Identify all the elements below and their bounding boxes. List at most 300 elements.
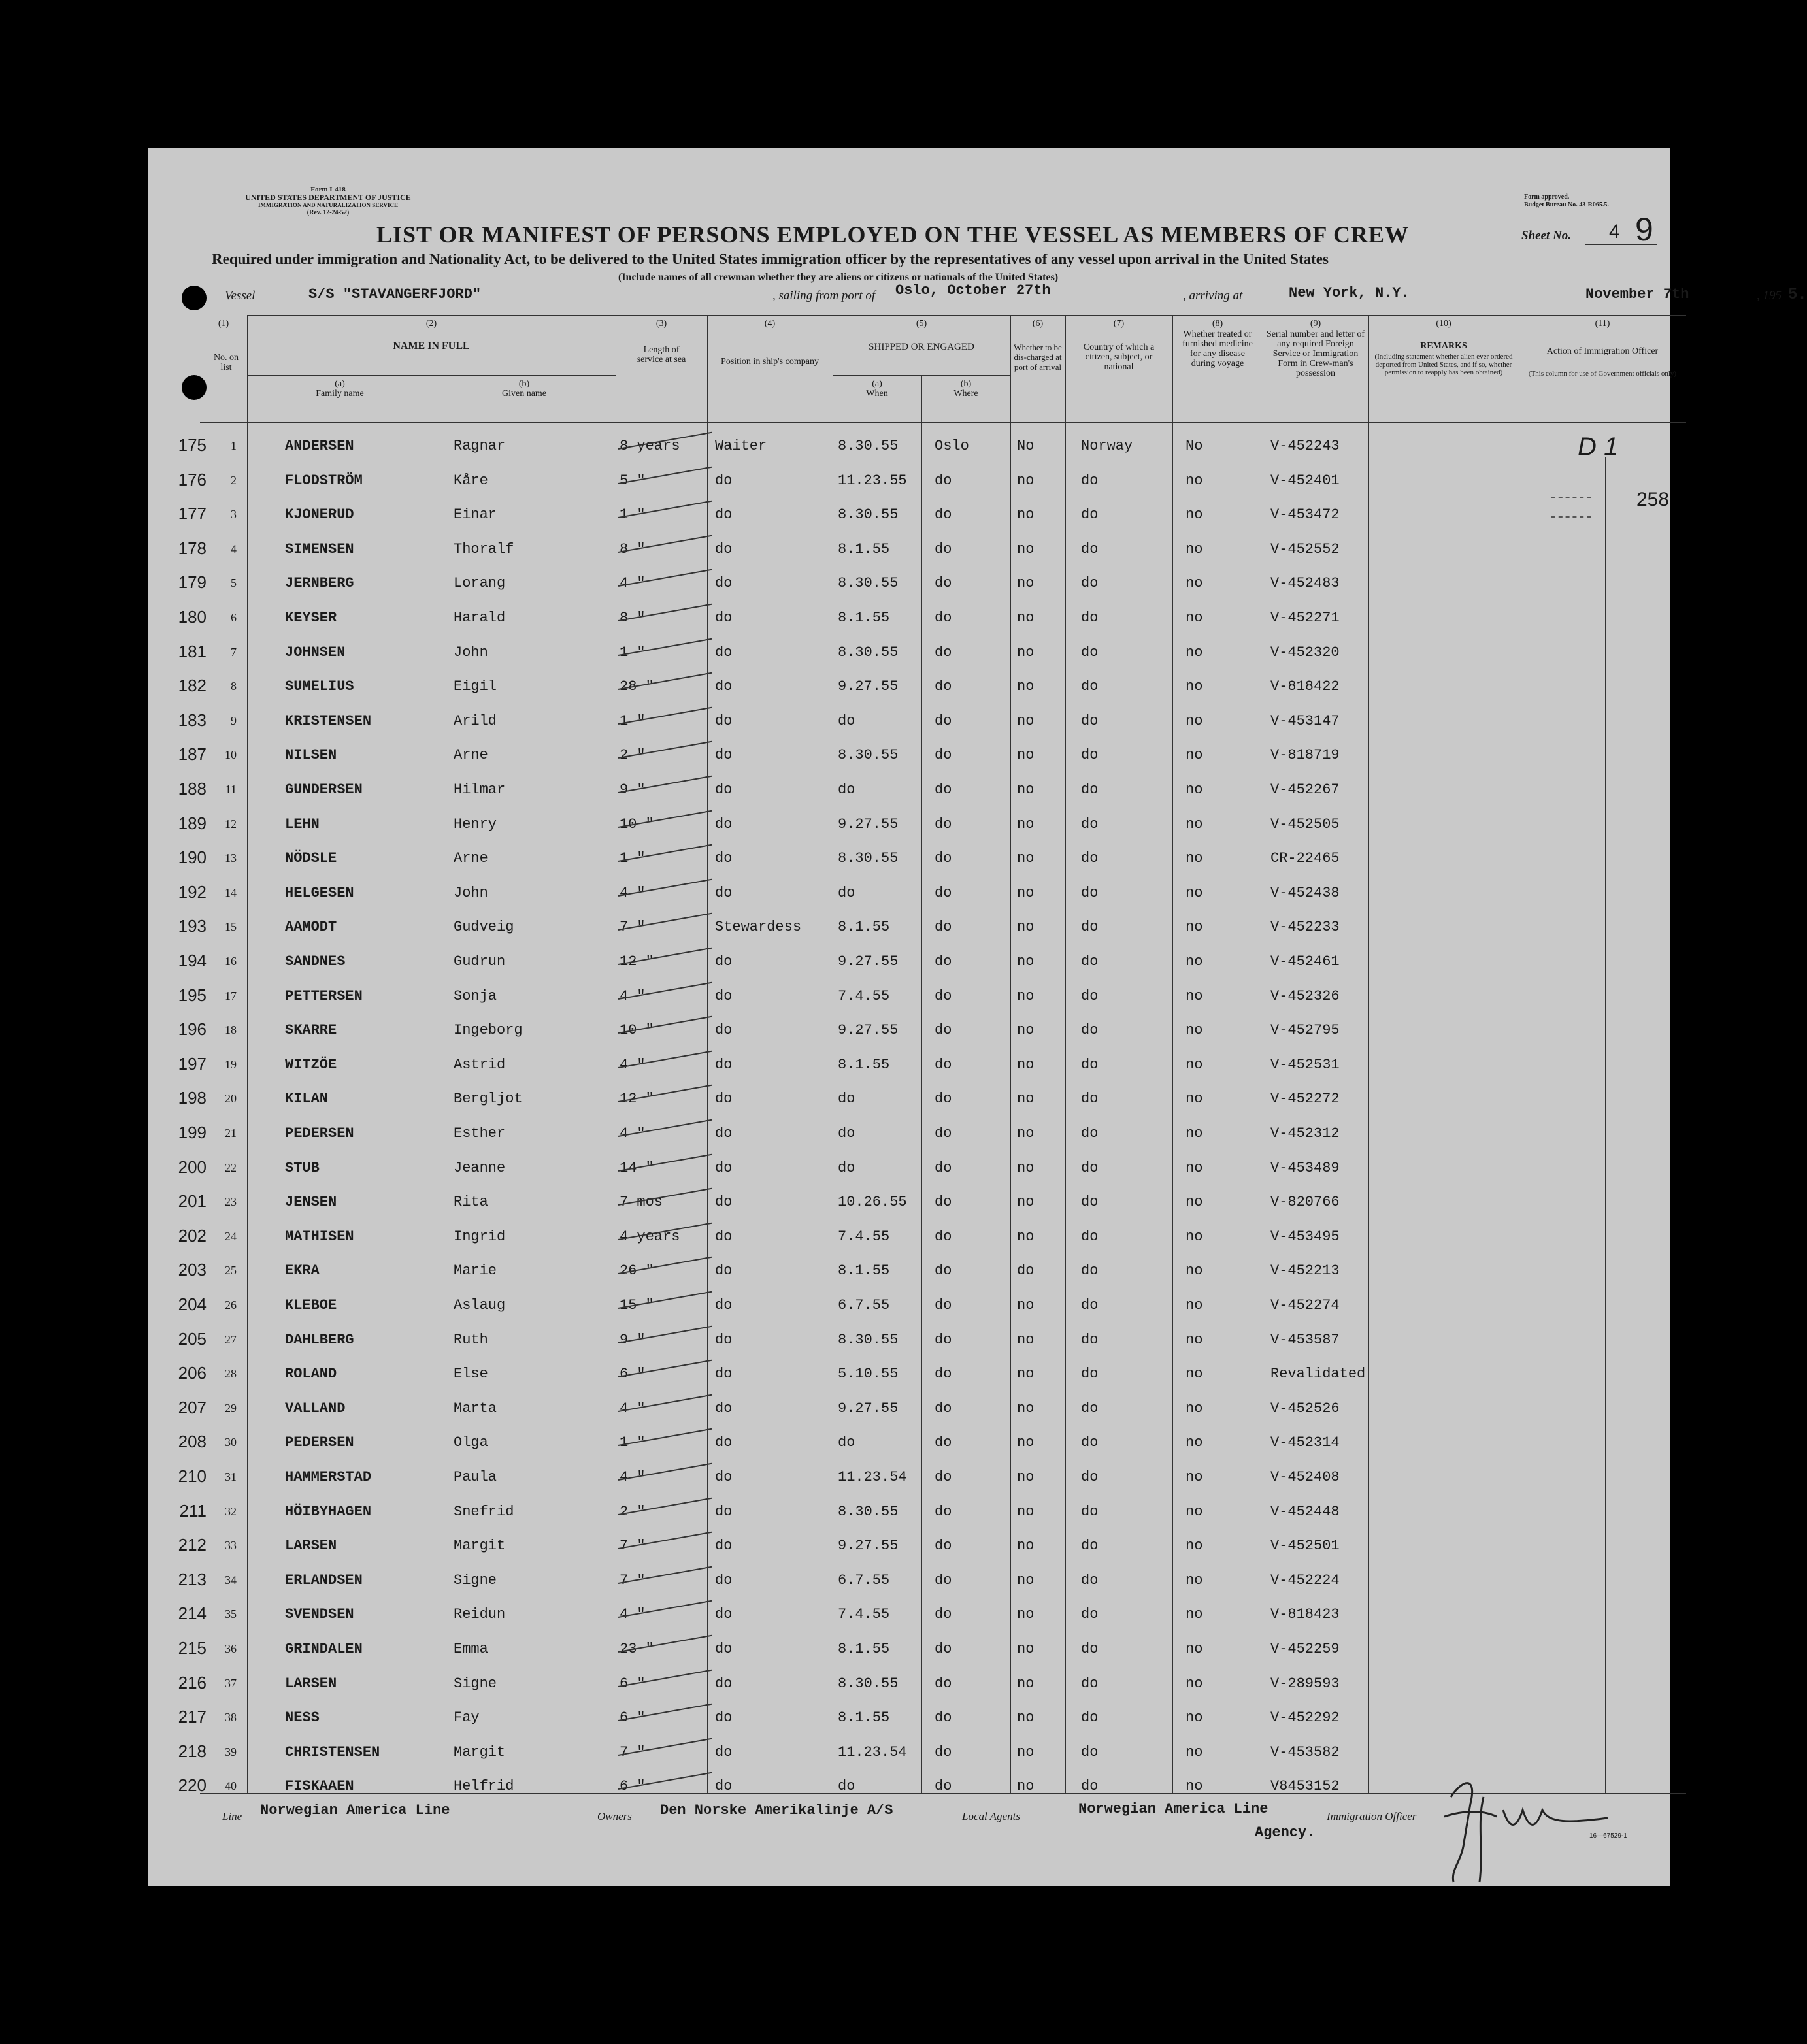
sequence-number: 182 — [178, 676, 207, 695]
shipped-where: do — [935, 472, 952, 489]
shipped-when: 8.30.55 — [838, 1675, 899, 1692]
family-name: KLEBOE — [285, 1297, 337, 1313]
position: do — [715, 988, 733, 1004]
country: do — [1081, 1641, 1099, 1657]
shipped-when: 8.30.55 — [838, 747, 899, 763]
sequence-number: 210 — [178, 1466, 207, 1486]
service-length: 1 " — [620, 850, 646, 866]
treated: no — [1185, 472, 1203, 489]
treated: no — [1185, 1125, 1203, 1142]
shipped-when: do — [838, 713, 855, 729]
position: do — [715, 1125, 733, 1142]
country: do — [1081, 988, 1099, 1004]
given-name: Esther — [454, 1125, 506, 1142]
position: do — [715, 1641, 733, 1657]
shipped-where: do — [935, 782, 952, 798]
shipped-where: do — [935, 1675, 952, 1692]
col10-note: (Including statement whether alien ever ordered deported from United States, and if so, whether permission to reapply has been obtained) — [1374, 353, 1513, 376]
service-length: 7 " — [620, 919, 646, 935]
row-number: 14 — [225, 886, 237, 899]
discharged: no — [1017, 541, 1035, 557]
discharged: no — [1017, 850, 1035, 866]
serial-number: V-289593 — [1270, 1675, 1340, 1692]
col6-number: (6) — [1032, 319, 1044, 329]
country: do — [1081, 541, 1099, 557]
service-length: 7 " — [620, 1744, 646, 1760]
family-name: KEYSER — [285, 610, 337, 626]
discharged: no — [1017, 1400, 1035, 1417]
given-name: Eigil — [454, 678, 497, 695]
discharged: do — [1017, 1262, 1035, 1279]
row-number: 20 — [225, 1092, 237, 1105]
service-length: 12 " — [620, 953, 654, 970]
serial-number: V8453152 — [1270, 1778, 1340, 1794]
position: do — [715, 1022, 733, 1038]
given-name: John — [454, 885, 488, 901]
position: do — [715, 1469, 733, 1485]
family-name: CHRISTENSEN — [285, 1744, 380, 1760]
position: do — [715, 644, 733, 661]
discharged: no — [1017, 678, 1035, 695]
discharged: no — [1017, 885, 1035, 901]
family-name: JERNBERG — [285, 575, 354, 591]
shipped-when: 7.4.55 — [838, 1606, 890, 1623]
serial-number: V-452461 — [1270, 953, 1340, 970]
shipped-when: 8.1.55 — [838, 1262, 890, 1279]
country: Norway — [1081, 438, 1133, 454]
country: do — [1081, 1400, 1099, 1417]
row-number: 17 — [225, 989, 237, 1002]
country: do — [1081, 1091, 1099, 1107]
shipped-where: do — [935, 988, 952, 1004]
sequence-number: 193 — [178, 916, 207, 936]
treated: no — [1185, 1091, 1203, 1107]
family-name: NESS — [285, 1709, 320, 1726]
given-name: Sonja — [454, 988, 497, 1004]
family-name: GRINDALEN — [285, 1641, 363, 1657]
treated: no — [1185, 1538, 1203, 1554]
row-number: 32 — [225, 1505, 237, 1518]
shipped-where: do — [935, 1297, 952, 1313]
serial-number: V-818423 — [1270, 1606, 1340, 1623]
family-name: PEDERSEN — [285, 1434, 354, 1451]
serial-number: V-452271 — [1270, 610, 1340, 626]
treated: no — [1185, 713, 1203, 729]
position: do — [715, 1297, 733, 1313]
service-length: 10 " — [620, 1022, 654, 1038]
service-length: 4 " — [620, 988, 646, 1004]
given-name: Reidun — [454, 1606, 506, 1623]
position: Stewardess — [715, 919, 802, 935]
form-revision: (Rev. 12-24-52) — [307, 209, 350, 216]
discharged: no — [1017, 953, 1035, 970]
shipped-where: do — [935, 1332, 952, 1348]
country: do — [1081, 1675, 1099, 1692]
discharged: no — [1017, 988, 1035, 1004]
row-number: 22 — [225, 1161, 237, 1174]
sailing-port: Oslo, October 27th — [895, 282, 1051, 299]
col5a-header: (a) When — [866, 379, 888, 399]
discharged: no — [1017, 1744, 1035, 1760]
vessel-label: Vessel — [225, 289, 256, 303]
action-mark: D 1 — [1578, 433, 1619, 461]
country: do — [1081, 850, 1099, 866]
treated: no — [1185, 610, 1203, 626]
family-name: PETTERSEN — [285, 988, 363, 1004]
sequence-number: 177 — [178, 504, 207, 523]
agents-label: Local Agents — [962, 1810, 1020, 1822]
row-number: 18 — [225, 1023, 237, 1036]
sequence-number: 212 — [178, 1535, 207, 1555]
shipped-where: do — [935, 747, 952, 763]
shipped-where: do — [935, 1262, 952, 1279]
position: do — [715, 610, 733, 626]
family-name: SVENDSEN — [285, 1606, 354, 1623]
family-name: ERLANDSEN — [285, 1572, 363, 1589]
position: do — [715, 1538, 733, 1554]
treated: no — [1185, 644, 1203, 661]
manifest-sheet — [148, 148, 1807, 1886]
shipped-where: do — [935, 1366, 952, 1382]
country: do — [1081, 1572, 1099, 1589]
shipped-when: 9.27.55 — [838, 816, 899, 832]
country: do — [1081, 1538, 1099, 1554]
position: do — [715, 1332, 733, 1348]
officer-label: Immigration Officer — [1327, 1810, 1417, 1822]
owners-value: Den Norske Amerikalinje A/S — [660, 1802, 893, 1819]
given-name: Henry — [454, 816, 497, 832]
family-name: JENSEN — [285, 1194, 337, 1210]
sequence-number: 211 — [179, 1501, 207, 1521]
given-name: Ruth — [454, 1332, 488, 1348]
shipped-when: 9.27.55 — [838, 1400, 899, 1417]
shipped-where: do — [935, 1504, 952, 1520]
country: do — [1081, 1332, 1099, 1348]
service-name: IMMIGRATION AND NATURALIZATION SERVICE — [258, 202, 398, 208]
shipped-where: do — [935, 1709, 952, 1726]
treated: no — [1185, 1262, 1203, 1279]
shipped-when: 8.1.55 — [838, 1057, 890, 1073]
officer-signature — [1438, 1771, 1621, 1888]
row-number: 35 — [225, 1607, 237, 1621]
position: do — [715, 1057, 733, 1073]
position: do — [715, 472, 733, 489]
col8-number: (8) — [1212, 319, 1223, 329]
sequence-number: 188 — [178, 779, 207, 799]
col5-header: SHIPPED OR ENGAGED — [869, 342, 974, 352]
row-number: 40 — [225, 1779, 237, 1792]
treated: no — [1185, 1297, 1203, 1313]
service-length: 1 " — [620, 1434, 646, 1451]
sequence-number: 183 — [178, 710, 207, 730]
department-name: UNITED STATES DEPARTMENT OF JUSTICE — [245, 193, 411, 202]
row-number: 21 — [225, 1127, 237, 1140]
position: do — [715, 678, 733, 695]
sequence-number: 216 — [178, 1673, 207, 1692]
country: do — [1081, 1744, 1099, 1760]
position: do — [715, 1262, 733, 1279]
col2b-header: (b) Given name — [501, 379, 547, 399]
country: do — [1081, 575, 1099, 591]
shipped-when: 7.4.55 — [838, 988, 890, 1004]
family-name: ROLAND — [285, 1366, 337, 1382]
serial-number: V-452274 — [1270, 1297, 1340, 1313]
position: do — [715, 1675, 733, 1692]
shipped-when: 7.4.55 — [838, 1228, 890, 1245]
discharged: no — [1017, 747, 1035, 763]
given-name: Marta — [454, 1400, 497, 1417]
row-number: 28 — [225, 1367, 237, 1380]
service-length: 1 " — [620, 506, 646, 523]
row-number: 3 — [231, 508, 237, 521]
given-name: Else — [454, 1366, 488, 1382]
family-name: AAMODT — [285, 919, 337, 935]
country: do — [1081, 1125, 1099, 1142]
discharged: no — [1017, 1572, 1035, 1589]
discharged: no — [1017, 1160, 1035, 1176]
sequence-number: 180 — [178, 607, 207, 627]
col1-header: No. on list — [213, 353, 239, 372]
treated: no — [1185, 678, 1203, 695]
shipped-where: do — [935, 885, 952, 901]
col11-number: (11) — [1595, 319, 1610, 329]
arriving-label: , arriving at — [1183, 289, 1243, 303]
vessel-name: S/S "STAVANGERFJORD" — [308, 286, 482, 303]
sequence-number: 200 — [178, 1157, 207, 1177]
include-note: (Include names of all crewman whether they are aliens or citizens or nationals of the United States) — [618, 272, 1059, 283]
shipped-when: 8.30.55 — [838, 438, 899, 454]
shipped-where: do — [935, 1125, 952, 1142]
service-length: 28 " — [620, 678, 654, 695]
year-value: 5. — [1788, 286, 1807, 304]
shipped-when: do — [838, 885, 855, 901]
country: do — [1081, 782, 1099, 798]
row-number: 33 — [225, 1539, 237, 1552]
discharged: no — [1017, 610, 1035, 626]
col2-number: (2) — [425, 319, 437, 329]
sequence-number: 218 — [178, 1741, 207, 1761]
discharged: No — [1017, 438, 1035, 454]
serial-number: V-452243 — [1270, 438, 1340, 454]
service-length: 14 " — [620, 1160, 654, 1176]
discharged: no — [1017, 1675, 1035, 1692]
position: do — [715, 1228, 733, 1245]
treated: no — [1185, 1504, 1203, 1520]
treated: No — [1185, 438, 1203, 454]
sequence-number: 195 — [178, 985, 207, 1005]
given-name: Arne — [454, 850, 488, 866]
shipped-when: do — [838, 782, 855, 798]
row-number: 12 — [225, 817, 237, 831]
sequence-number: 179 — [178, 572, 207, 592]
discharged: no — [1017, 1709, 1035, 1726]
service-length: 4 " — [620, 1057, 646, 1073]
sheet-number-handwritten: 9 — [1635, 211, 1653, 248]
serial-number: V-452292 — [1270, 1709, 1340, 1726]
shipped-where: do — [935, 816, 952, 832]
discharged: no — [1017, 472, 1035, 489]
serial-number: V-452552 — [1270, 541, 1340, 557]
family-name: JOHNSEN — [285, 644, 346, 661]
row-number: 16 — [225, 955, 237, 968]
sequence-number: 215 — [178, 1638, 207, 1658]
service-length: 7 " — [620, 1538, 646, 1554]
treated: no — [1185, 1366, 1203, 1382]
treated: no — [1185, 1641, 1203, 1657]
col5b-header: (b) Where — [953, 379, 978, 399]
given-name: Margit — [454, 1744, 506, 1760]
sequence-number: 192 — [178, 882, 207, 902]
treated: no — [1185, 575, 1203, 591]
treated: no — [1185, 885, 1203, 901]
shipped-where: do — [935, 1641, 952, 1657]
given-name: Emma — [454, 1641, 488, 1657]
shipped-when: 8.30.55 — [838, 1332, 899, 1348]
serial-number: V-452326 — [1270, 988, 1340, 1004]
shipped-when: 11.23.55 — [838, 472, 907, 489]
serial-number: V-452448 — [1270, 1504, 1340, 1520]
arrival-date: November 7th — [1585, 286, 1689, 303]
treated: no — [1185, 782, 1203, 798]
shipped-when: 11.23.54 — [838, 1744, 907, 1760]
sheet-number: 4 — [1609, 221, 1620, 242]
serial-number: V-452233 — [1270, 919, 1340, 935]
given-name: Lorang — [454, 575, 506, 591]
serial-number: Revalidated — [1270, 1366, 1366, 1382]
owners-label: Owners — [597, 1810, 632, 1822]
given-name: Jeanne — [454, 1160, 506, 1176]
sequence-number: 194 — [178, 951, 207, 970]
family-name: EKRA — [285, 1262, 320, 1279]
serial-number: V-452501 — [1270, 1538, 1340, 1554]
discharged: no — [1017, 575, 1035, 591]
col3-header: Length of service at sea — [637, 345, 686, 365]
discharged: no — [1017, 816, 1035, 832]
row-number: 8 — [231, 680, 237, 693]
serial-number: V-453472 — [1270, 506, 1340, 523]
sequence-number: 202 — [178, 1226, 207, 1245]
page-title: LIST OR MANIFEST OF PERSONS EMPLOYED ON THE VESSEL AS MEMBERS OF CREW — [376, 222, 1409, 248]
position: do — [715, 575, 733, 591]
treated: no — [1185, 1022, 1203, 1038]
shipped-where: Oslo — [935, 438, 969, 454]
service-length: 26 " — [620, 1262, 654, 1279]
row-number: 24 — [225, 1230, 237, 1243]
shipped-where: do — [935, 1022, 952, 1038]
country: do — [1081, 1504, 1099, 1520]
family-name: KILAN — [285, 1091, 329, 1107]
shipped-when: 8.30.55 — [838, 575, 899, 591]
position: do — [715, 1504, 733, 1520]
service-length: 12 " — [620, 1091, 654, 1107]
treated: no — [1185, 1332, 1203, 1348]
shipped-when: 8.1.55 — [838, 1709, 890, 1726]
shipped-when: 8.30.55 — [838, 1504, 899, 1520]
service-length: 7 " — [620, 1572, 646, 1589]
discharged: no — [1017, 1297, 1035, 1313]
serial-number: V-453147 — [1270, 713, 1340, 729]
given-name: Fay — [454, 1709, 480, 1726]
discharged: no — [1017, 1641, 1035, 1657]
given-name: Paula — [454, 1469, 497, 1485]
serial-number: V-453582 — [1270, 1744, 1340, 1760]
serial-number: V-452408 — [1270, 1469, 1340, 1485]
shipped-where: do — [935, 1228, 952, 1245]
row-number: 4 — [231, 542, 237, 555]
country: do — [1081, 1606, 1099, 1623]
family-name: LARSEN — [285, 1538, 337, 1554]
year-label: , 195 — [1757, 289, 1782, 303]
treated: no — [1185, 816, 1203, 832]
discharged: no — [1017, 644, 1035, 661]
serial-number: V-818422 — [1270, 678, 1340, 695]
line-label: Line — [222, 1810, 242, 1822]
shipped-when: do — [838, 1434, 855, 1451]
sequence-number: 196 — [178, 1019, 207, 1039]
country: do — [1081, 919, 1099, 935]
position: do — [715, 885, 733, 901]
shipped-when: do — [838, 1160, 855, 1176]
subtitle: Required under immigration and Nationality Act, to be delivered to the United States immigration officer by the representatives of any vessel upon arrival in the United States — [212, 251, 1329, 267]
form-approved: Form approved. — [1524, 193, 1570, 201]
position: do — [715, 506, 733, 523]
print-code: 16—67529-1 — [1589, 1832, 1627, 1839]
shipped-when: 8.1.55 — [838, 919, 890, 935]
country: do — [1081, 1228, 1099, 1245]
discharged: no — [1017, 1057, 1035, 1073]
row-number: 2 — [231, 474, 237, 487]
sequence-number: 198 — [178, 1088, 207, 1108]
treated: no — [1185, 1057, 1203, 1073]
given-name: Margit — [454, 1538, 506, 1554]
position: Waiter — [715, 438, 767, 454]
shipped-when: 8.1.55 — [838, 541, 890, 557]
sequence-number: 220 — [178, 1775, 207, 1795]
family-name: ANDERSEN — [285, 438, 354, 454]
given-name: Aslaug — [454, 1297, 506, 1313]
shipped-where: do — [935, 1744, 952, 1760]
col7-number: (7) — [1113, 319, 1125, 329]
serial-number: V-452259 — [1270, 1641, 1340, 1657]
shipped-where: do — [935, 610, 952, 626]
given-name: Bergljot — [454, 1091, 523, 1107]
given-name: John — [454, 644, 488, 661]
position: do — [715, 816, 733, 832]
family-name: GUNDERSEN — [285, 782, 363, 798]
family-name: FISKAAEN — [285, 1778, 354, 1794]
sequence-number: 204 — [178, 1294, 207, 1314]
country: do — [1081, 816, 1099, 832]
given-name: Marie — [454, 1262, 497, 1279]
service-length: 4 " — [620, 1606, 646, 1623]
position: do — [715, 1778, 733, 1794]
col9-number: (9) — [1310, 319, 1321, 329]
serial-number: CR-22465 — [1270, 850, 1340, 866]
service-length: 4 " — [620, 1400, 646, 1417]
serial-number: V-453587 — [1270, 1332, 1340, 1348]
position: do — [715, 713, 733, 729]
serial-number: V-452314 — [1270, 1434, 1340, 1451]
shipped-where: do — [935, 919, 952, 935]
sequence-number: 178 — [178, 538, 207, 558]
service-length: 4 " — [620, 885, 646, 901]
treated: no — [1185, 1469, 1203, 1485]
country: do — [1081, 1469, 1099, 1485]
shipped-when: 6.7.55 — [838, 1297, 890, 1313]
given-name: Olga — [454, 1434, 488, 1451]
serial-number: V-452401 — [1270, 472, 1340, 489]
family-name: LEHN — [285, 816, 320, 832]
